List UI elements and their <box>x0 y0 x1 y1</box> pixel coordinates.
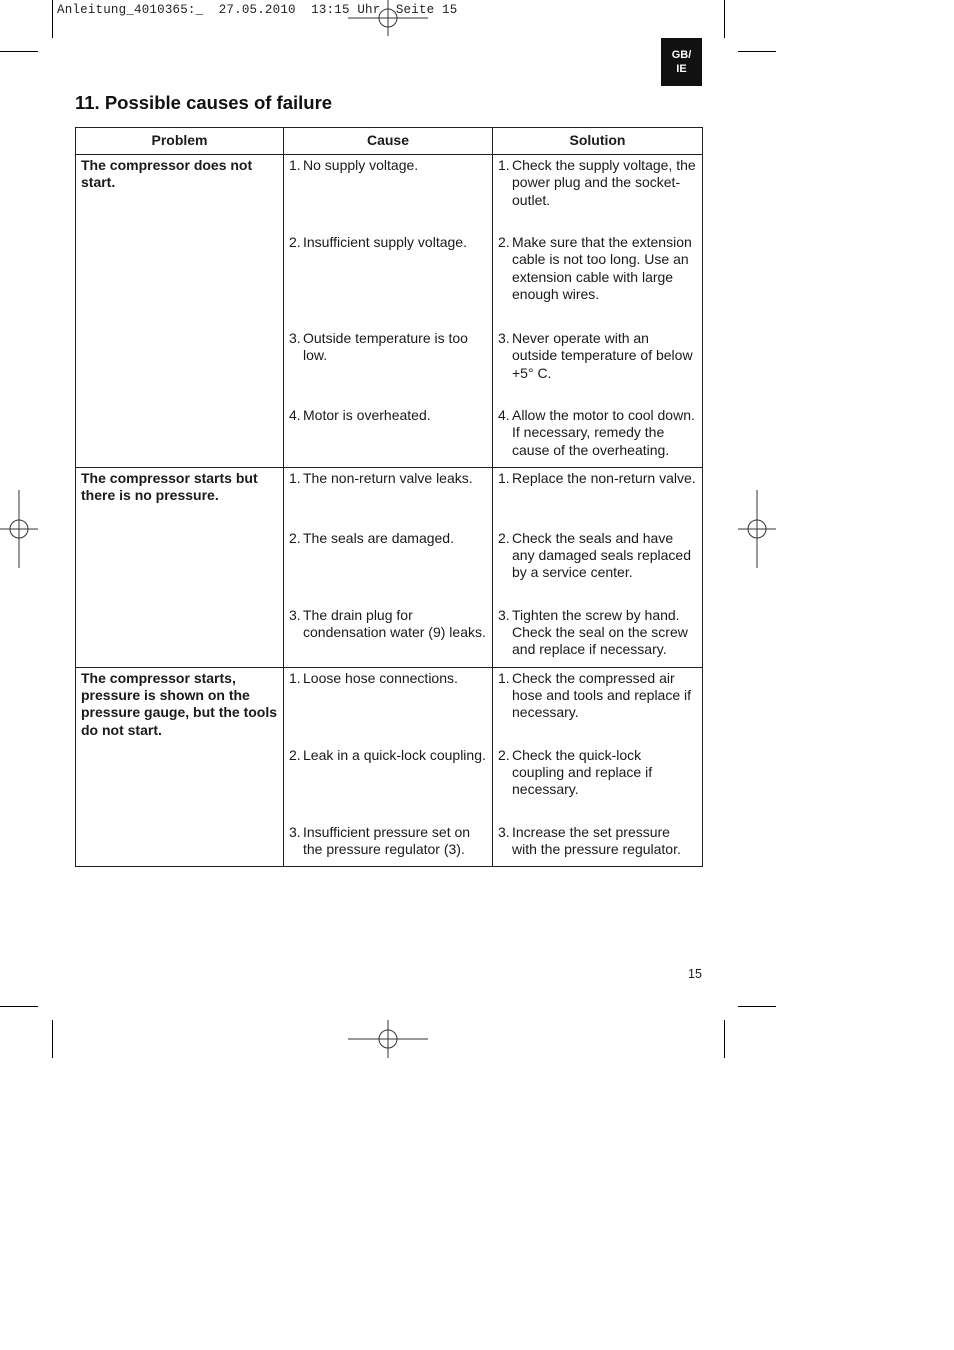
registration-mark-icon <box>738 490 776 568</box>
cause-cell <box>284 232 493 328</box>
page-number: 15 <box>688 967 702 981</box>
problem-cell: The compressor starts but there is no pressure. <box>76 467 284 667</box>
solution-cell <box>493 405 703 467</box>
cause-text: The non-return valve leaks. <box>303 469 473 486</box>
solution-number: 3. <box>498 823 510 840</box>
solution-number: 3. <box>498 606 510 623</box>
cause-cell <box>284 605 493 667</box>
solution-text: Never operate with an outside temperature of below +5° C. <box>512 330 693 381</box>
header-problem: Problem <box>76 128 284 155</box>
registration-mark-icon <box>348 0 428 36</box>
language-tab-line2: IE <box>676 63 687 75</box>
registration-mark-icon <box>348 1020 428 1058</box>
solution-text: Check the quick-lock coupling and replace if necessary. <box>512 746 653 798</box>
solution-text: Replace the non-return valve. <box>512 469 696 486</box>
crop-mark <box>52 1020 53 1058</box>
solution-cell <box>493 605 703 667</box>
solution-number: 1. <box>498 157 510 173</box>
solution-text: Tighten the screw by hand. Check the seal on the screw and replace if necessary. <box>512 606 688 658</box>
cause-cell <box>284 822 493 867</box>
solution-number: 1. <box>498 469 510 486</box>
crop-mark <box>724 1020 725 1058</box>
cause-cell <box>284 745 493 822</box>
solution-text: Check the supply voltage, the power plug and the socket-outlet. <box>512 157 696 208</box>
crop-mark <box>738 51 776 52</box>
solution-text: Allow the motor to cool down. If necessary, remedy the cause of the overheating. <box>512 407 695 458</box>
cause-text: The drain plug for condensation water (9) leaks. <box>303 606 486 641</box>
solution-number: 3. <box>498 330 510 346</box>
cause-text: Motor is overheated. <box>303 407 431 423</box>
cause-number: 1. <box>289 469 301 486</box>
solution-text: Make sure that the extension cable is not too long. Use an extension cable with large enough wires. <box>512 234 692 302</box>
solution-cell <box>493 528 703 605</box>
cause-text: Insufficient supply voltage. <box>303 234 467 250</box>
registration-mark-icon <box>0 490 38 568</box>
cause-cell <box>284 328 493 405</box>
cause-text: Insufficient pressure set on the pressure regulator (3). <box>303 823 471 858</box>
cause-number: 2. <box>289 746 301 763</box>
solution-cell <box>493 232 703 328</box>
cause-cell <box>284 405 493 467</box>
solution-number: 2. <box>498 529 510 546</box>
solution-number: 1. <box>498 669 510 686</box>
problem-cell: The compressor starts, pressure is shown on the pressure gauge, but the tools do not start. <box>76 667 284 867</box>
cause-cell <box>284 155 493 233</box>
header-cause: Cause <box>284 128 493 155</box>
crop-mark <box>0 51 38 52</box>
cause-number: 4. <box>289 407 301 423</box>
solution-cell <box>493 822 703 867</box>
cause-cell <box>284 667 493 745</box>
table-row <box>76 667 703 745</box>
cause-cell <box>284 467 493 528</box>
language-tab-line1: GB/ <box>671 49 692 61</box>
cause-text: Loose hose connections. <box>303 669 458 686</box>
solution-cell <box>493 745 703 822</box>
cause-number: 2. <box>289 234 301 250</box>
cause-text: No supply voltage. <box>303 157 419 173</box>
language-tab <box>661 38 702 86</box>
solution-cell <box>493 667 703 745</box>
section-title: 11. Possible causes of failure <box>75 92 333 113</box>
solution-number: 2. <box>498 746 510 763</box>
table-row <box>76 467 703 528</box>
solution-text: Increase the set pressure with the pressure regulator. <box>512 823 681 858</box>
cause-number: 2. <box>289 529 301 546</box>
cause-cell <box>284 528 493 605</box>
failure-table <box>75 127 703 867</box>
table-row <box>76 155 703 233</box>
cause-text: Outside temperature is too low. <box>303 330 468 364</box>
solution-cell <box>493 328 703 405</box>
cause-text: The seals are damaged. <box>303 529 454 546</box>
table-header-row <box>76 128 703 155</box>
cause-number: 3. <box>289 823 301 840</box>
problem-cell: The compressor does not start. <box>76 155 284 468</box>
crop-mark <box>0 1006 38 1007</box>
cause-number: 3. <box>289 330 301 346</box>
cause-text: Leak in a quick-lock coupling. <box>303 746 486 763</box>
crop-mark <box>724 0 725 38</box>
crop-mark <box>52 0 53 38</box>
header-solution: Solution <box>493 128 703 155</box>
solution-number: 4. <box>498 407 510 423</box>
cause-number: 1. <box>289 157 301 173</box>
solution-text: Check the seals and have any damaged seals replaced by a service center. <box>512 529 692 581</box>
solution-cell <box>493 467 703 528</box>
solution-text: Check the compressed air hose and tools and replace if necessary. <box>512 669 692 721</box>
solution-cell <box>493 155 703 233</box>
solution-number: 2. <box>498 234 510 250</box>
cause-number: 3. <box>289 606 301 623</box>
crop-mark <box>738 1006 776 1007</box>
cause-number: 1. <box>289 669 301 686</box>
print-slug: Anleitung_4010365:_ 27.05.2010 13:15 Uhr Seite 15 <box>57 3 458 17</box>
